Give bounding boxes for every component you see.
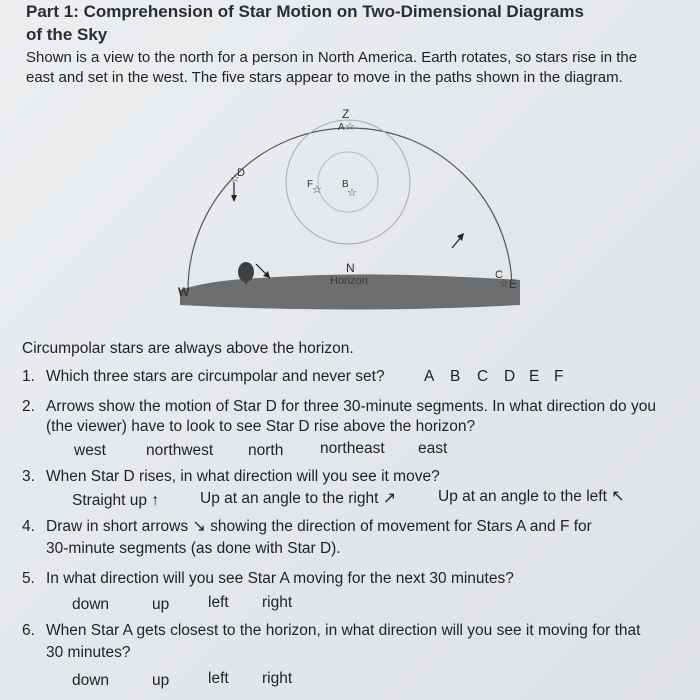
question-6-number: 6. [22, 622, 35, 639]
sky-diagram [170, 100, 530, 320]
question-4-line-1 [46, 516, 592, 538]
question-2 [22, 396, 682, 466]
arrow-up-left-icon: ↖ [611, 488, 625, 505]
page-title [26, 0, 676, 46]
question-5 [22, 568, 682, 614]
q6-option-down[interactable]: down [72, 672, 110, 689]
star-f-label: F [307, 179, 314, 190]
q2-option-west[interactable]: west [74, 442, 106, 459]
question-5-number: 5. [22, 570, 35, 587]
intro-paragraph [26, 48, 676, 88]
question-4 [22, 516, 682, 562]
star-d-label: D [237, 167, 245, 179]
star-b-icon: ☆ [347, 187, 357, 199]
question-4-line-1-start: Draw in short arrows [46, 518, 189, 535]
question-4-line-2: 30-minute segments (as done with Star D). [46, 540, 341, 557]
question-3 [22, 466, 682, 516]
star-d-icon: ☆ [230, 173, 240, 185]
star-f-icon: ☆ [312, 184, 322, 196]
q3-option-straight-up-label: Straight up [72, 492, 147, 509]
q1-option-d[interactable]: D [504, 368, 516, 385]
q5-option-right[interactable]: right [262, 594, 293, 611]
q1-option-c[interactable]: C [477, 368, 489, 385]
arrow-up-right-icon: ↗ [382, 490, 397, 507]
question-1-text: Which three stars are circumpolar and never set? [46, 368, 385, 385]
question-6-line-2: 30 minutes? [46, 644, 131, 661]
zenith-label: Z [342, 107, 350, 121]
question-2-line-1: Arrows show the motion of Star D for three 30-minute segments. In what direction do you [46, 398, 656, 415]
q2-option-northwest[interactable]: northwest [146, 442, 214, 459]
question-1-number: 1. [22, 368, 35, 385]
q3-option-up-right[interactable] [200, 488, 396, 510]
star-a-icon: ☆ [345, 121, 355, 133]
horizon-label: Horizon [330, 275, 368, 287]
question-6 [22, 620, 692, 690]
question-2-line-2: (the viewer) have to look to see Star D rise above the horizon? [46, 418, 476, 435]
q2-option-north[interactable]: north [248, 442, 284, 459]
question-3-number: 3. [22, 468, 35, 485]
q3-option-up-left[interactable] [438, 486, 625, 508]
question-4-number: 4. [22, 518, 35, 535]
title-line-1: Part 1: Comprehension of Star Motion on Two-Dimensional Diagrams [26, 2, 584, 21]
question-4-line-1-end: showing the direction of movement for Stars A and F for [210, 518, 592, 535]
title-line-2: of the Sky [26, 25, 108, 44]
question-5-text: In what direction will you see Star A moving for the next 30 minutes? [46, 570, 514, 587]
east-label: E [509, 277, 518, 291]
circumpolar-statement: Circumpolar stars are always above the horizon. [22, 340, 354, 357]
intro-line-2: east and set in the west. The five stars appear to move in the paths shown in the diagram. [26, 69, 623, 86]
question-6-line-1: When Star A gets closest to the horizon, in what direction will you see it moving for that [46, 622, 641, 639]
question-3-text: When Star D rises, in what direction will you see it move? [46, 468, 440, 485]
q6-option-right[interactable]: right [262, 670, 293, 687]
q5-option-down[interactable]: down [72, 596, 110, 613]
q1-option-e[interactable]: E [529, 368, 540, 385]
arrow-up-icon: ↑ [151, 492, 160, 509]
star-b-label: B [342, 179, 349, 190]
arrow-down-right-icon: ↘ [192, 518, 206, 535]
q2-option-northeast[interactable]: northeast [320, 440, 385, 457]
q1-option-a[interactable]: A [424, 368, 435, 385]
q1-option-f[interactable]: F [554, 368, 564, 385]
q3-option-straight-up[interactable] [72, 490, 159, 512]
question-1 [22, 366, 672, 390]
question-2-number: 2. [22, 398, 35, 415]
west-label: W [178, 285, 190, 299]
q3-option-up-left-label: Up at an angle to the left [438, 488, 607, 505]
q5-option-left[interactable]: left [208, 594, 229, 611]
intro-line-1: Shown is a view to the north for a person in North America. Earth rotates, so stars rise in the [26, 49, 638, 66]
star-c-icon: ☆ [499, 278, 509, 290]
q6-option-left[interactable]: left [208, 670, 229, 687]
star-c-label: C [495, 269, 503, 281]
q2-option-east[interactable]: east [418, 440, 448, 457]
q6-option-up[interactable]: up [152, 672, 170, 689]
star-a-label: A [338, 122, 345, 133]
q3-option-up-right-label: Up at an angle to the right [200, 490, 379, 507]
north-label: N [346, 261, 355, 275]
q1-option-b[interactable]: B [450, 368, 461, 385]
q5-option-up[interactable]: up [152, 596, 170, 613]
